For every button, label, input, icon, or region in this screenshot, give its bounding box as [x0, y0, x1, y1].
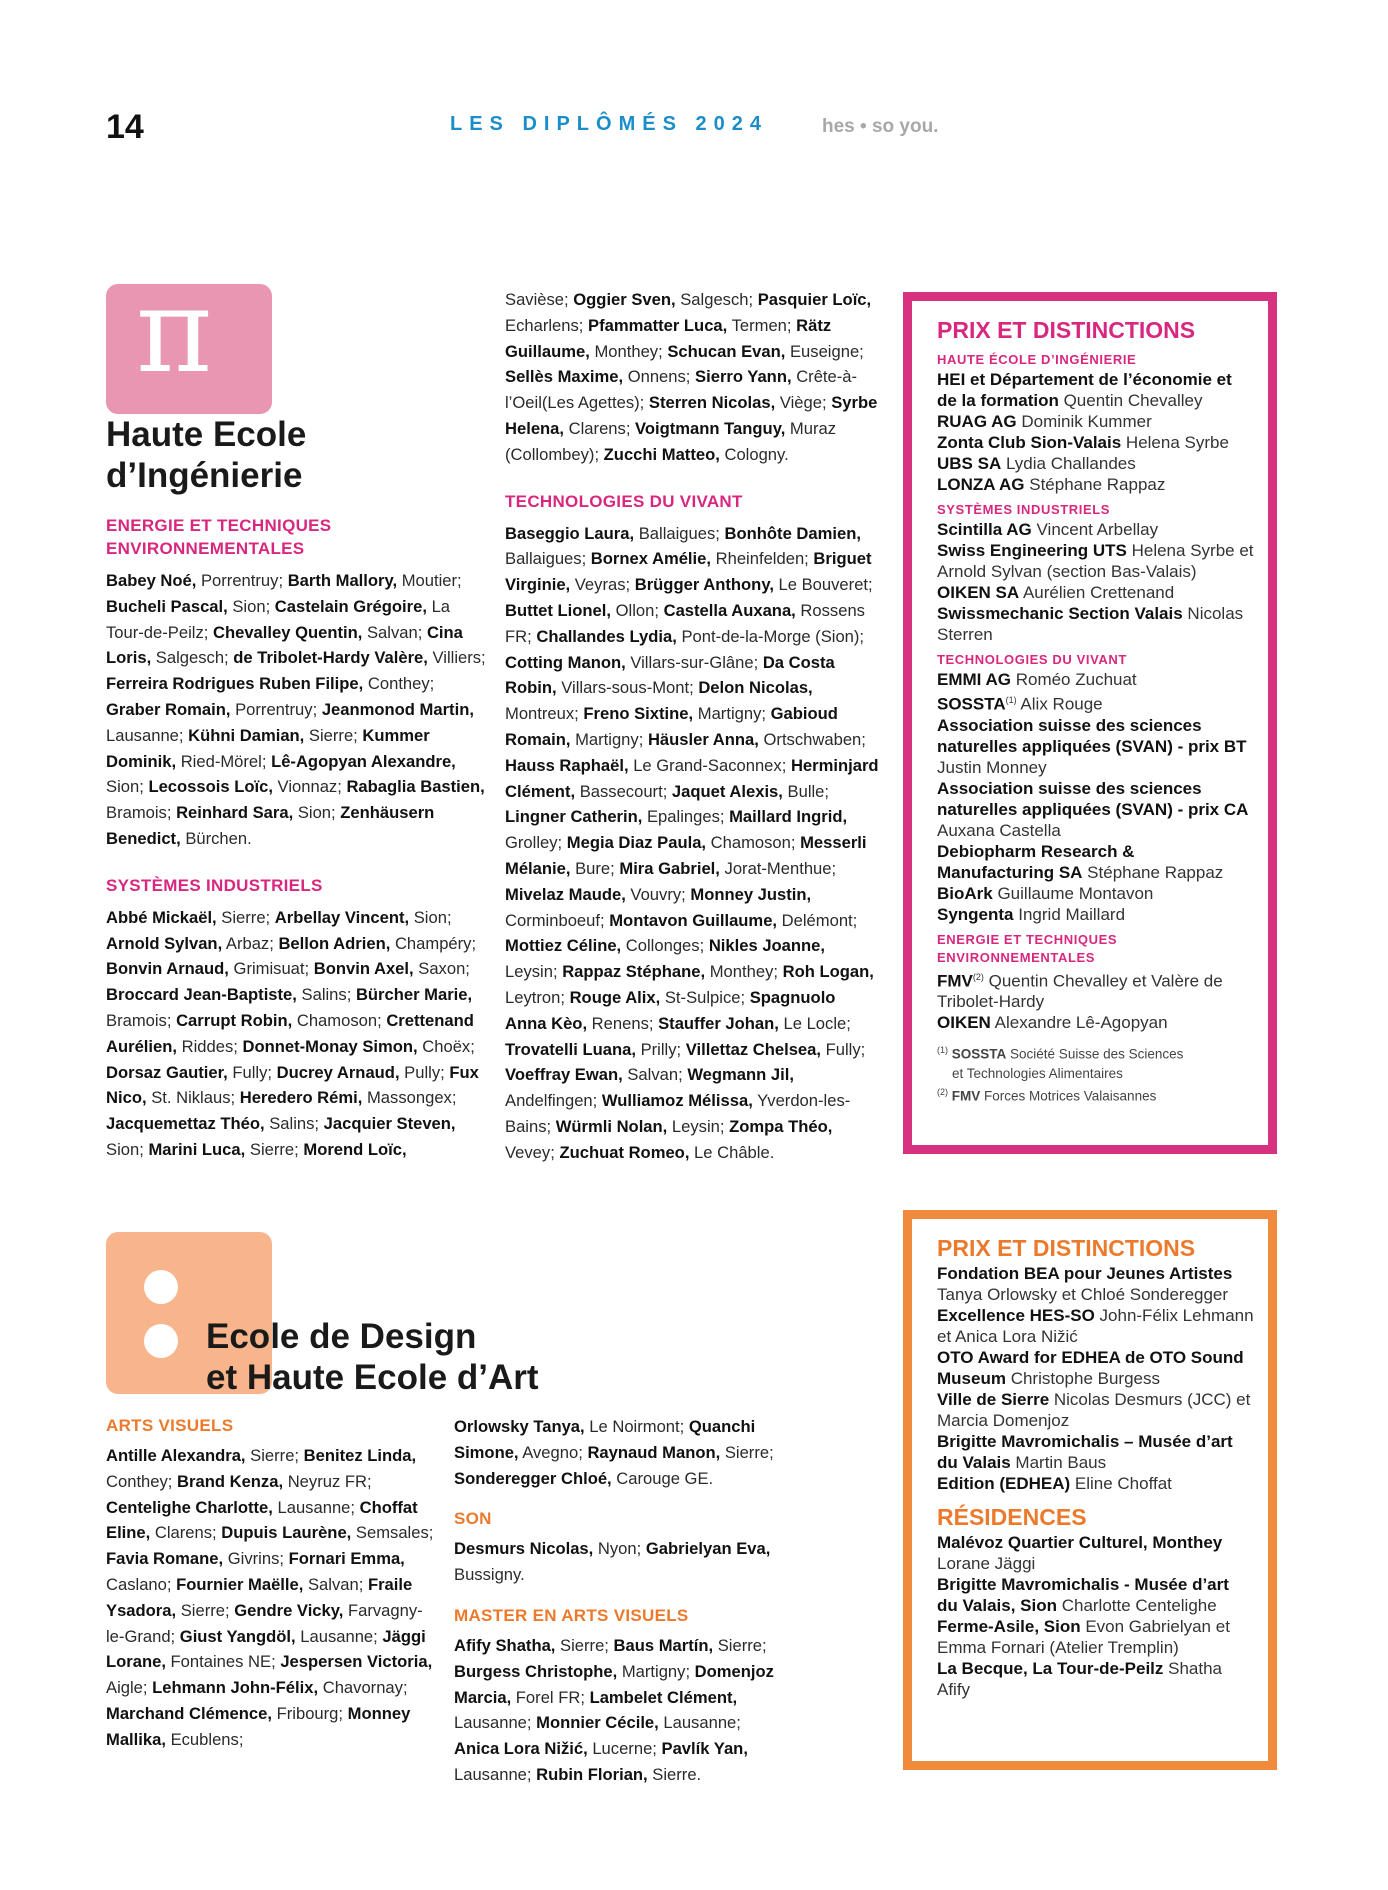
- running-head: LES DIPLÔMÉS 2024: [450, 113, 768, 135]
- prize-heading: PRIX ET DISTINCTIONS: [937, 1235, 1196, 1261]
- prize-entry: Zonta Club Sion-Valais Helena Syrbe: [937, 433, 1229, 452]
- prize-entry: Swissmechanic Section Valais Nicolas Sterren: [937, 604, 1244, 644]
- section-title-master: MASTER EN ARTS VISUELS: [454, 1605, 689, 1625]
- prize-entry: Ferme-Asile, Sion Evon Gabrielyan et Emma Fornari (Atelier Tremplin): [937, 1617, 1230, 1657]
- page-number: 14: [106, 108, 144, 146]
- prize-subheading-tv: TECHNOLOGIES DU VIVANT: [937, 652, 1127, 667]
- prize-entry: Association suisse des sciences naturelles appliquées (SVAN) - prix BT Justin Monney: [937, 715, 1247, 777]
- prize-entry: Association suisse des sciences naturelles appliquées (SVAN) - prix CA Auxana Castella: [937, 778, 1249, 840]
- prize-entry: Scintilla AG Vincent Arbellay: [937, 520, 1159, 539]
- section-title-systemes: SYSTÈMES INDUSTRIELS: [106, 875, 323, 895]
- dot-shape: [144, 1324, 178, 1358]
- brand-logo: hes • so you.: [822, 116, 939, 137]
- prize-entry: Excellence HES-SO John-Félix Lehmann et Anica Lora Nižić: [937, 1306, 1254, 1346]
- section-title-energie: ENERGIE ET TECHNIQUES ENVIRONNEMENTALES: [106, 516, 332, 558]
- design-column-2: [454, 1414, 789, 1788]
- section-title-son: SON: [454, 1509, 492, 1529]
- prize-subheading-si: SYSTÈMES INDUSTRIELS: [937, 502, 1111, 517]
- graduates-vivant: Baseggio Laura, Ballaigues; Bonhôte Damien, Ballaigues; Bornex Amélie, Rheinfelden; Briguet Virginie, Veyras; Brügger Anthony, Le Bouveret; Buttet Lionel, Ollon; Castella Auxana, Rossens FR; Challandes Lydia, Pont-de-la-Morge (Sion); Cotting Manon, Villars-sur-Glâne; Da Costa Robin, Villars-sous-Mont; Delon Nicolas, Montreux; Freno Sixtine, Martigny; Gabioud Romain, Martigny; Häusler Anna, Ortschwaben; Hauss Raphaël, Le Grand-Saconnex; Herminjard Clément, Bassecourt; Jaquet Alexis, Bulle; Lingner Catherin, Epalinges; Maillard Ingrid, Grolley; Megia Diaz Paula, Chamoson; Messerli Mélanie, Bure; Mira Gabriel, Jorat-Menthue; Mivelaz Maude, Vouvry; Monney Justin, Corminboeuf; Montavon Guillaume, Delémont; Mottiez Céline, Collonges; Nikles Joanne, Leysin; Rappaz Stéphane, Monthey; Roh Logan, Leytron; Rouge Alix, St-Sulpice; Spagnuolo Anna Kèo, Renens; Stauffer Johan, Le Locle; Trovatelli Luana, Prilly; Villettaz Chelsea, Fully; Voeffray Ewan, Salvan; Wegmann Jil, Andelfingen; Wulliamoz Mélissa, Yverdon-les-Bains; Würmli Nolan, Leysin; Zompa Théo, Vevey; Zuchuat Romeo, Le Châble.: [505, 523, 879, 1162]
- school-title-design: [206, 1316, 539, 1398]
- graduates-arts: Antille Alexandra, Sierre; Benitez Linda, Conthey; Brand Kenza, Neyruz FR; Centelighe Charlotte, Lausanne; Choffat Eline, Clarens; Dupuis Laurène, Semsales; Favia Romane, Givrins; Fornari Emma, Caslano; Fournier Maëlle, Salvan; Fraile Ysadora, Sierre; Gendre Vicky, Farvagny-le-Grand; Giust Yangdöl, Lausanne; Jäggi Lorane, Fontaines NE; Jespersen Victoria, Aigle; Lehmann John-Félix, Chavornay; Marchand Clémence, Fribourg; Monney Mallika, Ecublens;: [106, 1446, 434, 1749]
- prize-entry: Malévoz Quartier Culturel, Monthey Lorane Jäggi: [937, 1533, 1223, 1573]
- prize-entry: BioArk Guillaume Montavon: [937, 883, 1154, 903]
- prize-heading: PRIX ET DISTINCTIONS: [937, 317, 1196, 343]
- school-title-line2: et Haute Ecole d’Art: [206, 1358, 539, 1397]
- prize-entry: SOSSTA$^{(1)}$ Alix Rouge: [937, 694, 1103, 714]
- pi-glyph: π: [136, 264, 213, 399]
- prize-entry: Debiopharm Research & Manufacturing SA Stéphane Rappaz: [937, 841, 1224, 882]
- prize-box-engineering: [903, 292, 1277, 1154]
- prize-entry: Brigitte Mavromichalis - Musée d’art du Valais, Sion Charlotte Centelighe: [937, 1575, 1229, 1615]
- graduates-son: Desmurs Nicolas, Nyon; Gabrielyan Eva, Bussigny.: [454, 1539, 771, 1585]
- prize-entry: OIKEN Alexandre Lê-Agopyan: [937, 1013, 1168, 1033]
- school-title-engineering: [106, 414, 306, 496]
- prize-entry: OTO Award for EDHEA de OTO Sound Museum Christophe Burgess: [937, 1348, 1244, 1388]
- section-title-vivant: TECHNOLOGIES DU VIVANT: [505, 491, 743, 511]
- design-column-1: [106, 1414, 436, 1753]
- prize-entry: Ville de Sierre Nicolas Desmurs (JCC) et Marcia Domenjoz: [937, 1390, 1251, 1430]
- column-1: [106, 514, 486, 1163]
- school-title-line1: Ecole de Design: [206, 1317, 477, 1356]
- prize-entry: RUAG AG Dominik Kummer: [937, 412, 1152, 431]
- residences-heading: RÉSIDENCES: [937, 1504, 1087, 1530]
- prize-entry: Edition (EDHEA) Eline Choffat: [937, 1474, 1172, 1493]
- graduates-systemes: Abbé Mickaël, Sierre; Arbellay Vincent, Sion; Arnold Sylvan, Arbaz; Bellon Adrien, Champéry; Bonvin Arnaud, Grimisuat; Bonvin Axel, Saxon; Broccard Jean-Baptiste, Salins; Bürcher Marie, Bramois; Carrupt Robin, Chamoson; Crettenand Aurélien, Riddes; Donnet-Monay Simon, Choëx; Dorsaz Gautier, Fully; Ducrey Arnaud, Pully; Fux Nico, St. Niklaus; Heredero Rémi, Massongex; Jacquemettaz Théo, Salins; Jacquier Steven, Sion; Marini Luca, Sierre; Morend Loïc,: [106, 907, 479, 1159]
- prize-box-design: [903, 1210, 1277, 1770]
- pi-icon: [106, 264, 272, 414]
- prize-entry: OIKEN SA Aurélien Crettenand: [937, 583, 1175, 602]
- graduates-systemes-cont: Savièse; Oggier Sven, Salgesch; Pasquier Loïc, Echarlens; Pfammatter Luca, Termen; Rätz Guillaume, Monthey; Schucan Evan, Euseigne; Sellès Maxime, Onnens; Sierro Yann, Crête-à-l’Oeil(Les Agettes); Sterren Nicolas, Viège; Syrbe Helena, Clarens; Voigtmann Tanguy, Muraz (Collombey); Zucchi Matteo, Cologny.: [505, 290, 878, 464]
- prize-entry: HEI et Département de l’économie et de la formation Quentin Chevalley: [937, 370, 1232, 410]
- prize-entry: EMMI AG Roméo Zuchuat: [937, 670, 1137, 689]
- footnotes: $^{(1)}$ SOSSTA Société Suisse des Sciences et Technologies Alimentaires $^{(2)}$ FMV Forces Motrices Valaisannes: [937, 1045, 1184, 1104]
- prize-subheading-ete: ENERGIE ET TECHNIQUES ENVIRONNEMENTALES: [937, 931, 1118, 965]
- school-title-line2: d’Ingénierie: [106, 456, 303, 495]
- graduates-arts-cont: Orlowsky Tanya, Le Noirmont; Quanchi Simone, Avegno; Raynaud Manon, Sierre; Sonderegger Chloé, Carouge GE.: [454, 1417, 774, 1488]
- prize-subheading-hei: HAUTE ÉCOLE D’INGÉNIERIE: [937, 352, 1137, 367]
- prize-entry: FMV$^{(2)}$ Quentin Chevalley et Valère de Tribolet-Hardy: [937, 971, 1223, 1012]
- prize-entry: Swiss Engineering UTS Helena Syrbe et Arnold Sylvan (section Bas-Valais): [937, 541, 1254, 581]
- section-title-arts: ARTS VISUELS: [106, 1416, 234, 1435]
- prize-entry: Fondation BEA pour Jeunes Artistes Tanya Orlowsky et Chloé Sonderegger: [937, 1264, 1233, 1304]
- prize-entry: Syngenta Ingrid Maillard: [937, 904, 1126, 924]
- prize-entry: Brigitte Mavromichalis – Musée d’art du Valais Martin Baus: [937, 1432, 1233, 1472]
- graduates-master: Afify Shatha, Sierre; Baus Martín, Sierre; Burgess Christophe, Martigny; Domenjoz Marcia, Forel FR; Lambelet Clément, Lausanne; Monnier Cécile, Lausanne; Anica Lora Nižić, Lucerne; Pavlík Yan, Lausanne; Rubin Florian, Sierre.: [454, 1635, 774, 1784]
- prize-entry: UBS SA Lydia Challandes: [937, 454, 1136, 473]
- prize-entry: La Becque, La Tour-de-Peilz Shatha Afify: [937, 1659, 1222, 1699]
- prize-entry: LONZA AG Stéphane Rappaz: [937, 475, 1166, 494]
- column-2: [505, 287, 880, 1166]
- graduates-energie: Babey Noé, Porrentruy; Barth Mallory, Moutier; Bucheli Pascal, Sion; Castelain Grégoire, La Tour-de-Peilz; Chevalley Quentin, Salvan; Cina Loris, Salgesch; de Tribolet-Hardy Valère, Villiers; Ferreira Rodrigues Ruben Filipe, Conthey; Graber Romain, Porrentruy; Jeanmonod Martin, Lausanne; Kühni Damian, Sierre; Kummer Dominik, Ried-Mörel; Lê-Agopyan Alexandre, Sion; Lecossois Loïc, Vionnaz; Rabaglia Bastien, Bramois; Reinhard Sara, Sion; Zenhäusern Benedict, Bürchen.: [106, 571, 486, 848]
- school-title-line1: Haute Ecole: [106, 415, 307, 454]
- dot-shape: [144, 1270, 178, 1304]
